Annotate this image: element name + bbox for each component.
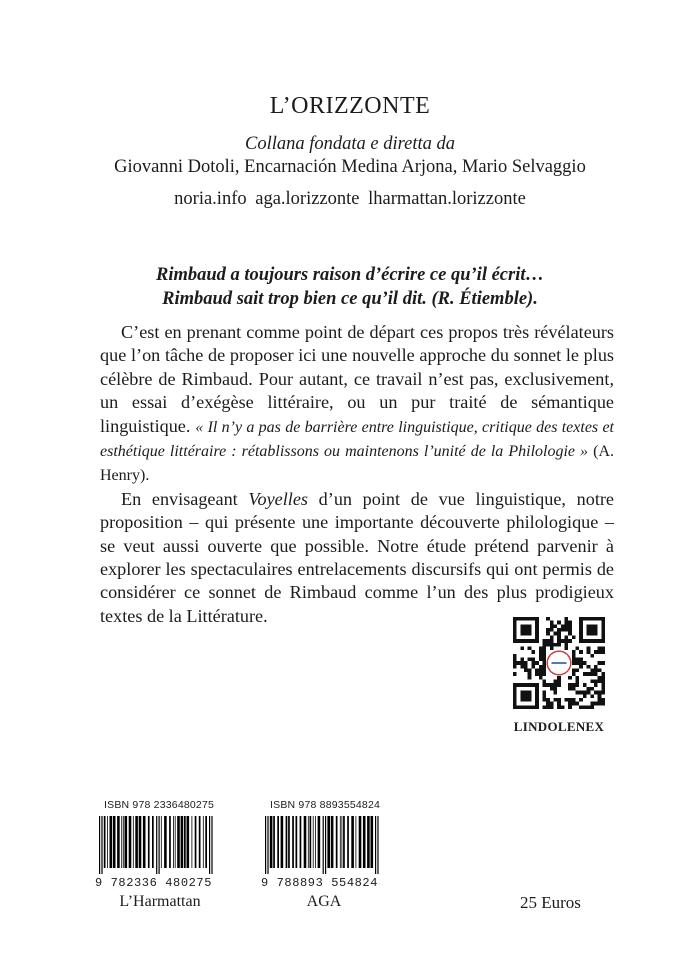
epigraph-line-2: Rimbaud sait trop bien ce qu’il dit. (R. Étiemble). — [162, 289, 538, 309]
series-title: L’ORIZZONTE — [269, 93, 431, 119]
qr-caption: LINDOLENEX — [513, 719, 605, 734]
isbn-label: ISBN 978 8893554824 — [270, 799, 381, 811]
website-link[interactable]: lharmattan.lorizzonte — [368, 189, 526, 209]
barcode — [263, 816, 381, 874]
isbn-label: ISBN 978 2336480275 — [104, 799, 215, 811]
websites-line — [0, 189, 700, 210]
series-subtitle: Collana fondata e diretta da — [244, 134, 455, 154]
price: 25 Euros — [520, 893, 581, 912]
website-link[interactable]: aga.lorizzonte — [255, 189, 360, 209]
henry-quote: « Il n’y a pas de barrière entre linguistique, critique des textes et esthétique littéraire : rétablissons ou maintenons l’unité de la Philologie » (A. Henry). — [100, 418, 614, 485]
website-link[interactable]: noria.info — [174, 189, 247, 209]
blurb-text — [100, 321, 614, 628]
barcode-digits: 9 782336 480275 — [95, 876, 213, 890]
barcode-digits: 9 788893 554824 — [261, 876, 379, 890]
book-title-voyelles: Voyelles — [248, 488, 308, 509]
blurb-paragraph-2: En envisageant Voyelles d’un point de vue linguistique, notre proposition – qui présente une importante découverte philologique – se veut aussi ouverte que possible. Notre étude prétend parvenir à explorer les spectaculaires entrelacements discursifs qui ont permis de considérer ce sonnet de Rimbaud comme l’un des plus prodigieux textes de la Littérature. — [100, 488, 614, 626]
qr-code[interactable] — [513, 617, 605, 709]
series-directors: Giovanni Dotoli, Encarnación Medina Arjona, Mario Selvaggio — [114, 157, 586, 177]
publisher-name: L’Harmattan — [119, 893, 201, 910]
barcode — [97, 816, 215, 874]
publisher-name: AGA — [306, 893, 342, 910]
blurb-paragraph-1: C’est en prenant comme point de départ ces propos très révélateurs que l’on tâche de proposer ici une nouvelle approche du sonnet le plus célèbre de Rimbaud. Pour autant, ce travail n’est pas, exclusivement, un essai d’exégèse littéraire, ou un pur traité de sémantique linguistique. « Il n’y a pas de barrière entre linguistique, critique des textes et esthétique littéraire : rétablissons ou maintenons l’unité de la Philologie » (A. Henry). — [100, 322, 614, 485]
epigraph-line-1: Rimbaud a toujours raison d’écrire ce qu’il écrit… — [155, 265, 544, 285]
